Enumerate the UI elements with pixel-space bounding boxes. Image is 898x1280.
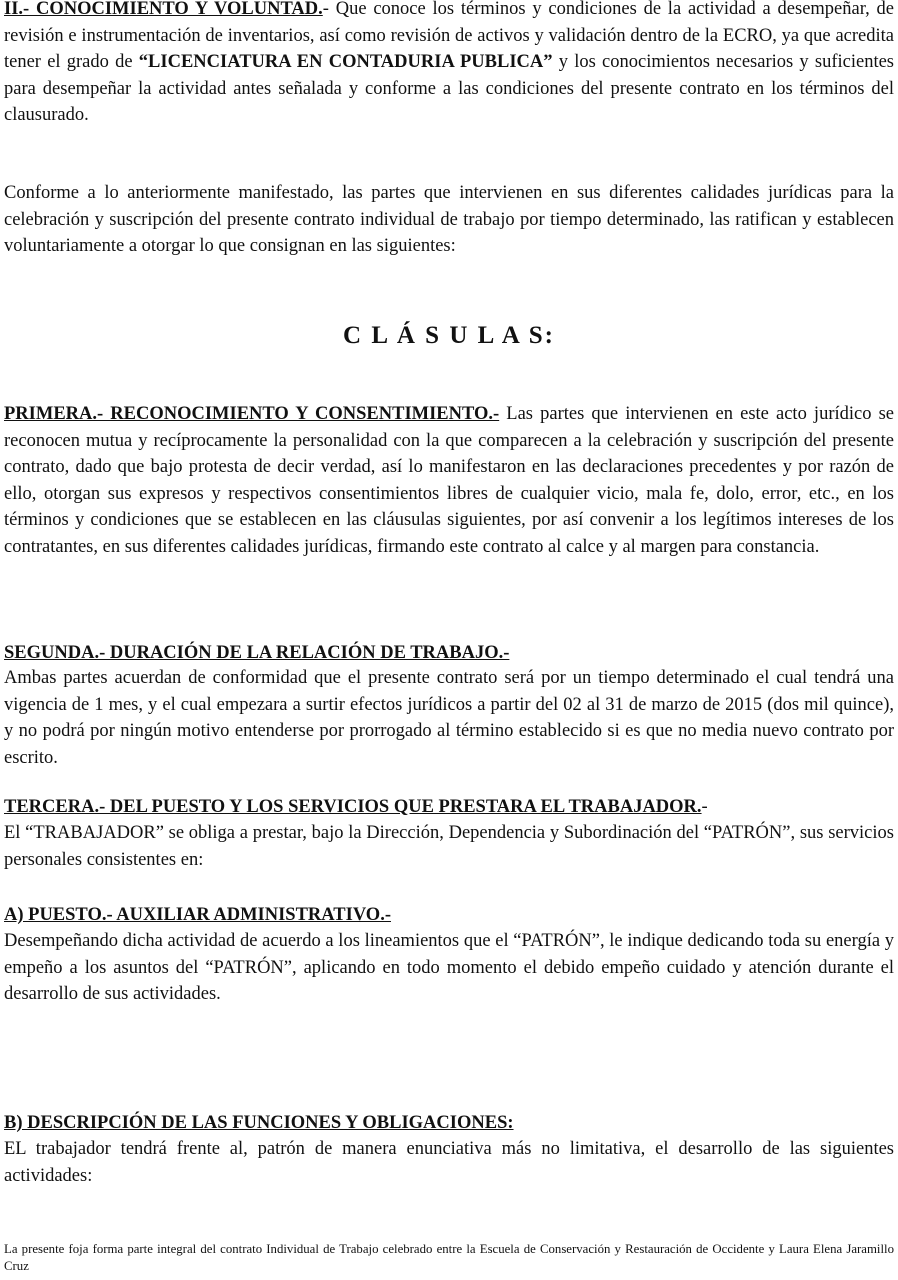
clause-tercera-text: El “TRABAJADOR” se obliga a prestar, bajo la Dirección, Dependencia y Subordinación del “PATRÓN”, sus servicios personales consistentes en:: [4, 823, 894, 870]
clause-primera-title: PRIMERA.- RECONOCIMIENTO Y CONSENTIMIENTO.-: [4, 404, 500, 424]
clause-tercera-title-text: TERCERA.- DEL PUESTO Y LOS SERVICIOS QUE PRESTARA EL TRABAJADOR.: [4, 797, 702, 817]
puesto-title: [4, 902, 894, 929]
section-ii-text-before: - Que conoce los términos y condiciones de la actividad a desempeñar, de revisión e instrumentación de inventarios, así como revisión de activos y validación dentro de la ECRO, ya que acredita tener el grado de: [4, 0, 895, 73]
funciones-title: [4, 1110, 894, 1137]
clause-tercera-title-suffix: -: [701, 797, 708, 817]
page-footer: La presente foja forma parte integral del contrato Individual de Trabajo celebrado entre la Escuela de Conservación y Restauración de Occidente y Laura Elena Jaramillo Cruz: [4, 1242, 894, 1273]
clause-tercera-title: [4, 794, 894, 821]
section-ii-paragraph: [4, 0, 894, 129]
clausulas-heading: C L Á S U L A S:: [343, 322, 555, 349]
puesto-title-text: A) PUESTO.- AUXILIAR ADMINISTRATIVO.-: [4, 905, 391, 925]
puesto-text: Desempeñando dicha actividad de acuerdo a los lineamientos que el “PATRÓN”, le indique dedicando toda su energía y empeño a los asuntos del “PATRÓN”, aplicando en todo momento el debido empeño cuidado y atención durante el desarrollo de sus actividades.: [4, 931, 894, 1005]
section-ii-text-after: y los conocimientos necesarios y suficientes para desempeñar la actividad antes señalada y conforme a las condiciones del presente contrato en los términos del clausurado.: [4, 52, 894, 126]
funciones-text: EL trabajador tendrá frente al, patrón de manera enunciativa más no limitativa, el desarrollo de las siguientes actividades:: [4, 1139, 894, 1186]
clause-primera: [4, 401, 894, 561]
clause-segunda-title: [4, 640, 894, 667]
clause-segunda-title-text: SEGUNDA.- DURACIÓN DE LA RELACIÓN DE TRABAJO.-: [4, 643, 510, 663]
intro-paragraph: Conforme a lo anteriormente manifestado, las partes que intervienen en sus diferentes calidades jurídicas para la celebración y suscripción del presente contrato individual de trabajo por tiempo determinado, las ratifican y establecen voluntariamente a otorgar lo que consignan en las siguientes:: [4, 183, 894, 257]
funciones-title-text: B) DESCRIPCIÓN DE LAS FUNCIONES Y OBLIGACIONES:: [4, 1113, 514, 1133]
clause-primera-text: Las partes que intervienen en este acto jurídico se reconocen mutua y recíprocamente la personalidad con la que comparecen a la celebración y suscripción del presente contrato, dado que bajo protesta de decir verdad, así lo manifestaron en las declaraciones precedentes y por razón de ello, otorgan sus expresos y respectivos consentimientos libres de cualquier vicio, mala fe, dolo, error, etc., en los términos y condiciones que se establecen en las cláusulas siguientes, por así convenir a los legítimos intereses de los contratantes, en sus diferentes calidades jurídicas, firmando este contrato al calce y al margen para constancia.: [4, 404, 894, 557]
degree-name: “LICENCIATURA EN CONTADURIA PUBLICA”: [138, 52, 553, 73]
clause-segunda-text: Ambas partes acuerdan de conformidad que el presente contrato será por un tiempo determinado el cual tendrá una vigencia de 1 mes, y el cual empezara a surtir efectos jurídicos a partir del 02 al 31 de marzo de 2015 (dos mil quince), y no podrá por ningún motivo entenderse por prorrogado al término establecido si es que no media nuevo contrato por escrito.: [4, 668, 894, 768]
section-ii-heading: II.- CONOCIMIENTO Y VOLUNTAD.: [4, 0, 323, 19]
